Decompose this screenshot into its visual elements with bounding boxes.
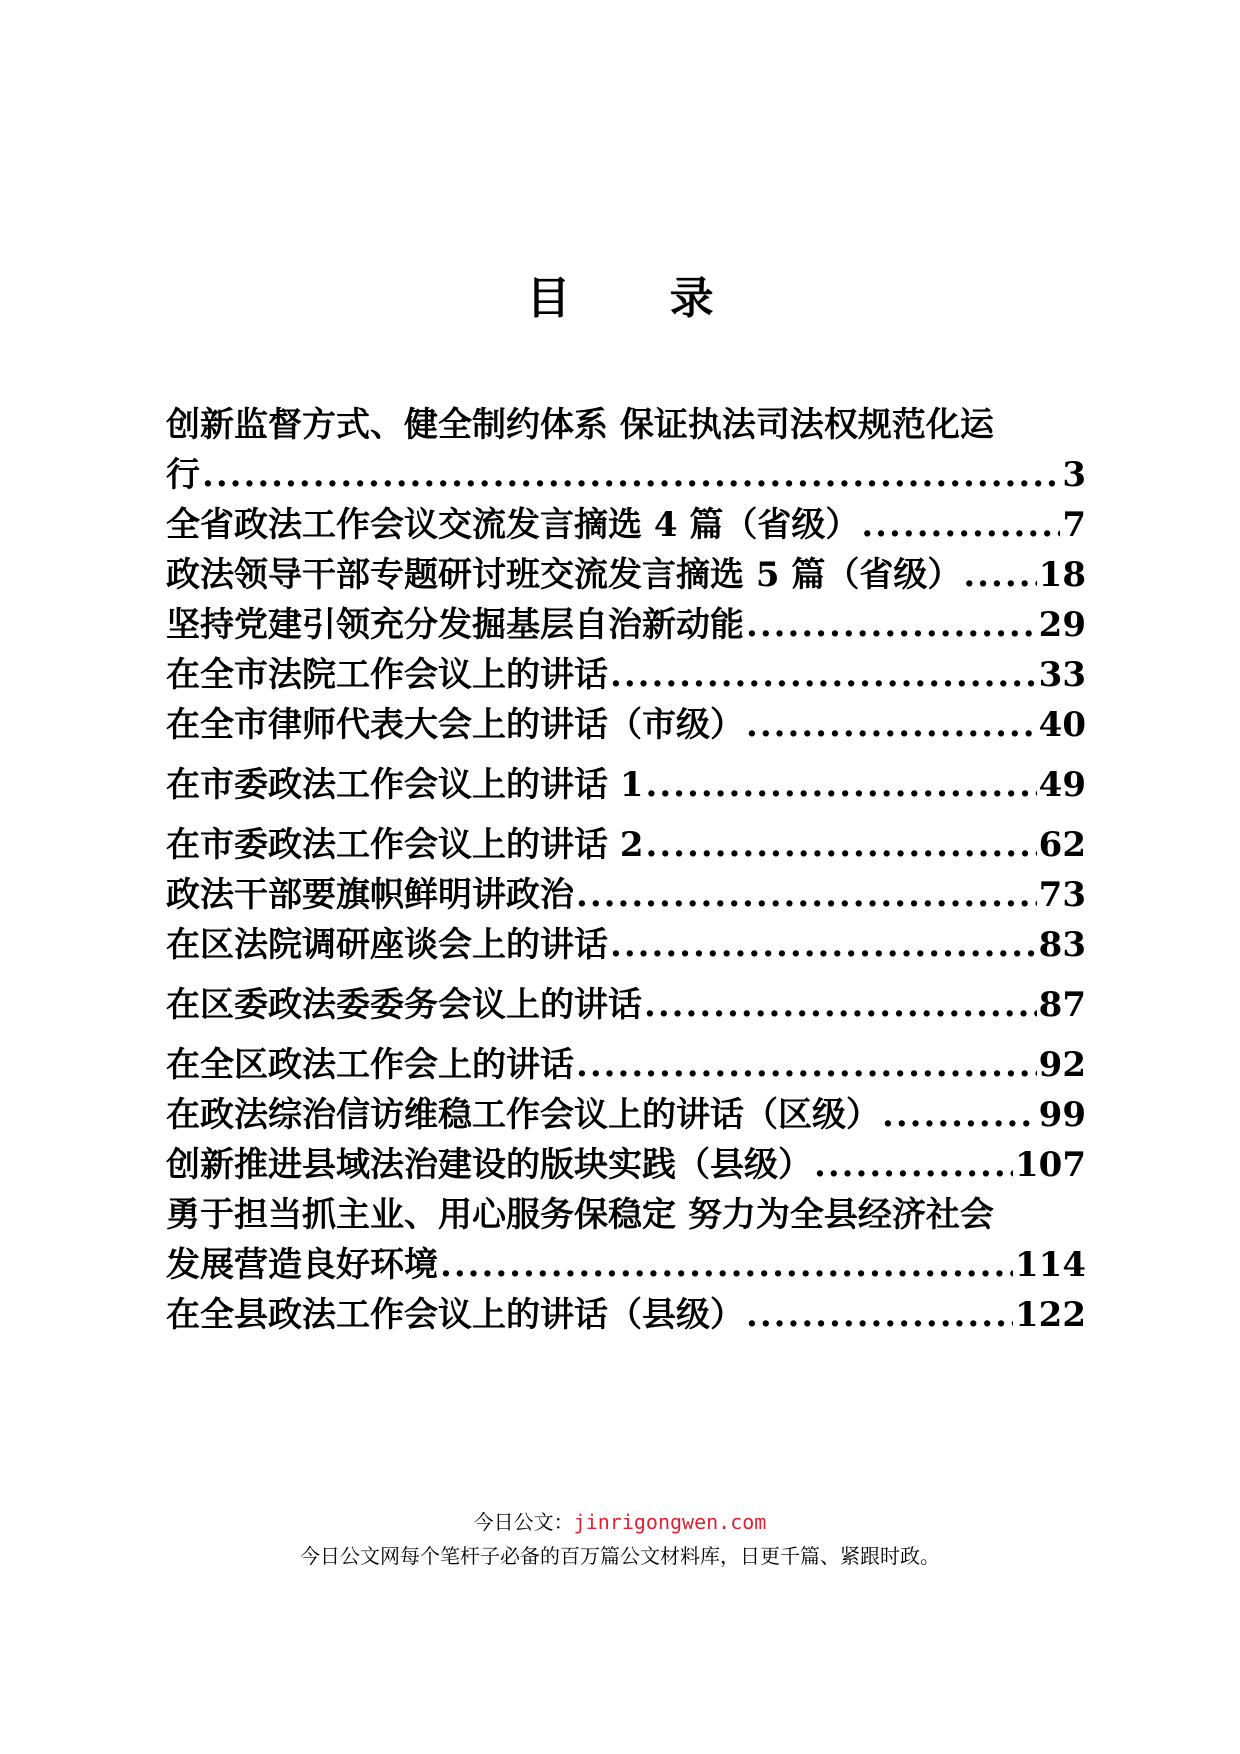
toc-entry-title: 在市委政法工作会议上的讲话 2 xyxy=(166,825,644,865)
toc-entry-title: 在全市法院工作会议上的讲话 xyxy=(166,655,608,695)
toc-page-number: 3 xyxy=(1062,455,1086,495)
toc-entry-title: 在市委政法工作会议上的讲话 1 xyxy=(166,765,644,805)
toc-entry-title: 全省政法工作会议交流发言摘选 4 篇（省级） xyxy=(166,505,860,545)
toc-entry[interactable] xyxy=(166,920,1086,970)
toc-page-number: 114 xyxy=(1015,1245,1086,1285)
footer-label: 今日公文： xyxy=(473,1510,574,1534)
toc-entry-title-cont: 行 xyxy=(166,455,200,495)
toc-entry-title: 勇于担当抓主业、用心服务保稳定 努力为全县经济社会 xyxy=(166,1195,994,1235)
toc-entry-title: 在区委政法委委务会议上的讲话 xyxy=(166,985,642,1025)
toc-entry-title-cont: 发展营造良好环境 xyxy=(166,1245,438,1285)
toc-page-number: 87 xyxy=(1038,985,1086,1025)
toc-entry-title: 坚持党建引领充分发掘基层自治新动能 xyxy=(166,605,744,645)
toc-page-number: 7 xyxy=(1062,505,1086,545)
toc-entry[interactable] xyxy=(166,820,1086,870)
toc-entry-title: 在区法院调研座谈会上的讲话 xyxy=(166,925,608,965)
toc-page-number: 62 xyxy=(1038,825,1086,865)
dot-leader xyxy=(746,600,1037,650)
table-of-contents xyxy=(166,400,1086,1340)
dot-leader xyxy=(644,980,1037,1030)
toc-page-number: 107 xyxy=(1015,1145,1086,1185)
toc-entry[interactable] xyxy=(166,400,1086,500)
dot-leader xyxy=(610,650,1037,700)
dot-leader xyxy=(861,500,1060,550)
dot-leader xyxy=(576,1040,1037,1090)
toc-page-number: 40 xyxy=(1038,705,1086,745)
toc-entry[interactable] xyxy=(166,980,1086,1030)
toc-entry[interactable] xyxy=(166,1140,1086,1190)
toc-page-number: 49 xyxy=(1038,765,1086,805)
dot-leader xyxy=(440,1240,1013,1290)
footer-url-link[interactable]: jinrigongwen.com xyxy=(573,1510,767,1534)
toc-page-number: 122 xyxy=(1015,1295,1086,1335)
dot-leader xyxy=(202,450,1060,500)
footer-source xyxy=(0,1506,1240,1535)
toc-entry-title: 在全县政法工作会议上的讲话（县级） xyxy=(166,1295,744,1335)
dot-leader xyxy=(882,1090,1037,1140)
toc-entry-title: 在全市律师代表大会上的讲话（市级） xyxy=(166,705,744,745)
dot-leader xyxy=(746,700,1037,750)
toc-entry[interactable] xyxy=(166,550,1086,600)
toc-entry[interactable] xyxy=(166,1190,1086,1290)
toc-entry[interactable] xyxy=(166,1040,1086,1090)
toc-entry-title: 在政法综治信访维稳工作会议上的讲话（区级） xyxy=(166,1095,880,1135)
toc-entry[interactable] xyxy=(166,760,1086,810)
toc-page-number: 92 xyxy=(1038,1045,1086,1085)
toc-entry-title: 在全区政法工作会上的讲话 xyxy=(166,1045,574,1085)
toc-page-number: 99 xyxy=(1038,1095,1086,1135)
toc-entry-title: 创新推进县域法治建设的版块实践（县级） xyxy=(166,1145,812,1185)
dot-leader xyxy=(576,870,1037,920)
toc-entry[interactable] xyxy=(166,1290,1086,1340)
toc-entry[interactable] xyxy=(166,600,1086,650)
dot-leader xyxy=(963,550,1036,600)
toc-entry[interactable] xyxy=(166,1090,1086,1140)
toc-entry-title: 政法领导干部专题研讨班交流发言摘选 5 篇（省级） xyxy=(166,555,962,595)
dot-leader xyxy=(814,1140,1013,1190)
dot-leader xyxy=(610,920,1037,970)
toc-page-number: 18 xyxy=(1038,555,1086,595)
footer-tagline: 今日公文网每个笔杆子必备的百万篇公文材料库，日更千篇、紧跟时政。 xyxy=(300,1544,940,1568)
dot-leader xyxy=(646,820,1037,870)
toc-entry[interactable] xyxy=(166,870,1086,920)
toc-title: 目 录 xyxy=(526,273,756,324)
toc-page-number: 73 xyxy=(1038,875,1086,915)
toc-page-number: 29 xyxy=(1038,605,1086,645)
toc-entry-title: 政法干部要旗帜鲜明讲政治 xyxy=(166,875,574,915)
toc-entry-title: 创新监督方式、健全制约体系 保证执法司法权规范化运 xyxy=(166,405,994,445)
toc-entry[interactable] xyxy=(166,500,1086,550)
toc-page-number: 33 xyxy=(1038,655,1086,695)
toc-entry[interactable] xyxy=(166,700,1086,750)
toc-page-number: 83 xyxy=(1038,925,1086,965)
dot-leader xyxy=(646,760,1037,810)
toc-entry[interactable] xyxy=(166,650,1086,700)
dot-leader xyxy=(746,1290,1013,1340)
